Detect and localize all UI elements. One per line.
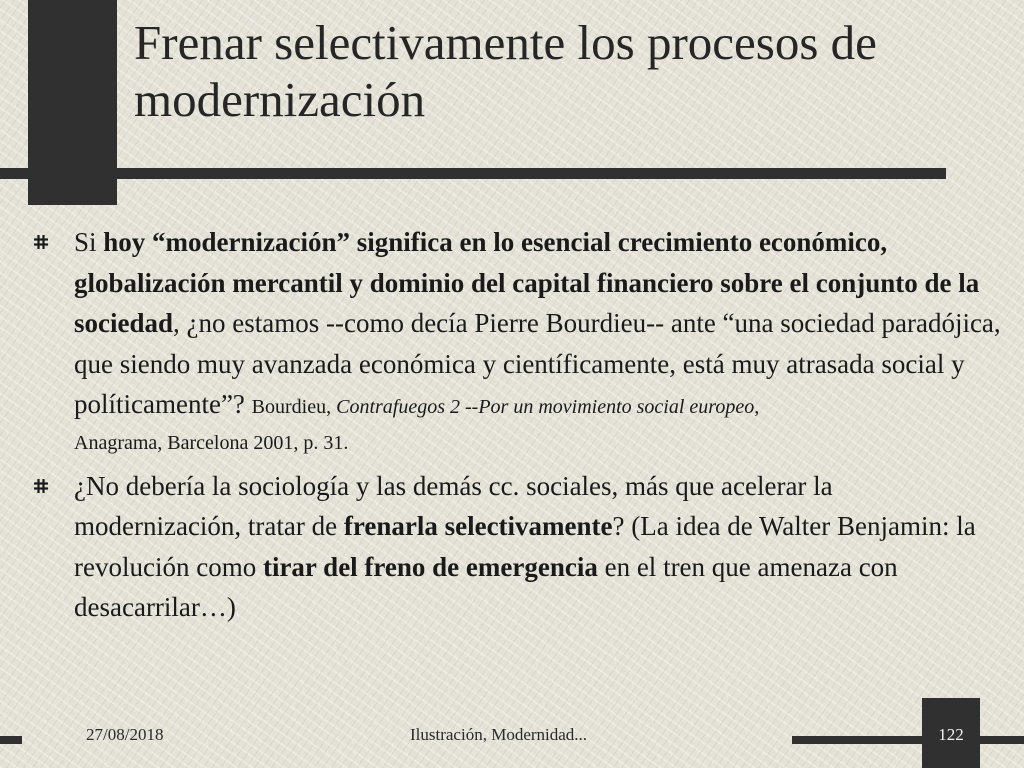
footer-title: Ilustración, Modernidad... bbox=[410, 725, 588, 744]
reference-book-title: Contrafuegos 2 --Por un movimiento social europeo bbox=[336, 396, 755, 418]
bullet-1-text-start: Si bbox=[74, 227, 104, 257]
slide-title: Frenar selectivamente los procesos de modernización bbox=[134, 15, 877, 127]
bullet-item-2 bbox=[32, 466, 1002, 628]
reference-comma: , bbox=[754, 396, 760, 418]
bullet-2-text-middle: ? (La idea de Walter Benjamin: la revolución como bbox=[74, 511, 976, 582]
bullet-1-text-middle: , ¿no estamos --como decía Pierre Bourdieu-- ante “una sociedad paradójica, que siendo muy avanzada económica y científicamente, está muy atrasada social y políticamente”? bbox=[74, 308, 1001, 419]
hash-bullet-icon bbox=[34, 235, 48, 249]
footer-date: 27/08/2018 bbox=[86, 725, 164, 744]
footer-line-right bbox=[792, 736, 1024, 744]
bullet-item-1 bbox=[32, 222, 1002, 458]
bullet-2-text-start: ¿No debería la sociología y las demás cc. sociales, más que acelerar la modernización, tratar de bbox=[74, 470, 833, 541]
bullet-1-bold-text: hoy “modernización” significa en lo esencial crecimiento económico, globalización mercantil y dominio del capital financiero sobre el conjunto de la sociedad bbox=[74, 227, 980, 338]
reference-author: Bourdieu, bbox=[251, 396, 337, 418]
bullet-2-bold-text-2: tirar del freno de emergencia bbox=[262, 551, 598, 582]
decorative-horizontal-bar bbox=[0, 168, 946, 179]
bullet-2-text-end: en el tren que amenaza con desacarrilar…) bbox=[74, 551, 898, 622]
bullet-2-bold-text-1: frenarla selectivamente bbox=[343, 511, 613, 541]
reference-publisher: Anagrama, Barcelona 2001, p. 31. bbox=[74, 431, 349, 454]
page-number: 122 bbox=[938, 725, 964, 744]
bullet-list bbox=[32, 222, 1002, 628]
footer-line-left bbox=[0, 736, 22, 744]
hash-bullet-icon bbox=[34, 479, 48, 493]
